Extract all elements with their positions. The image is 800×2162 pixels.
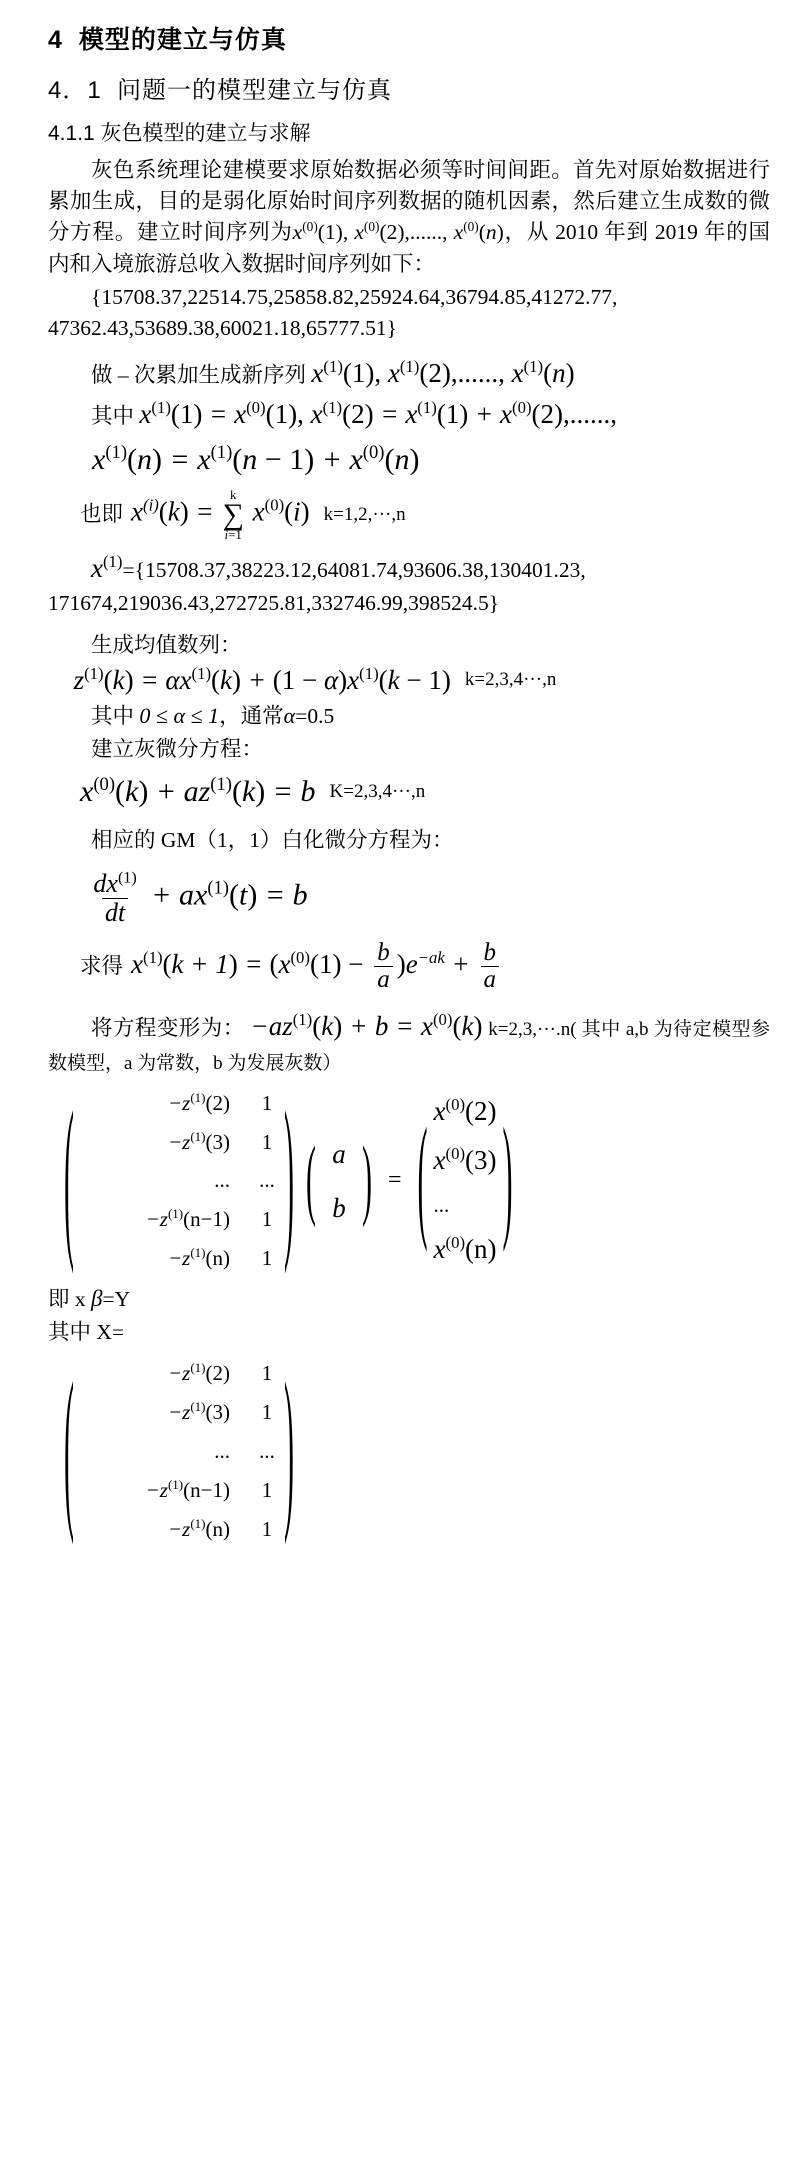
matrix-row: ... ...: [214, 1168, 275, 1193]
equals-sign: =: [388, 1167, 402, 1194]
label-accumulation: 做 – 次累加生成新序列: [91, 363, 307, 388]
label-where-X: 其中 X=: [48, 1320, 125, 1345]
equation-summation: 也即 $x^{(i)}(k)$ = k ∑ i=1 $x^{(0)}(i)$ k=1,2,···,n: [80, 487, 406, 543]
left-paren: (: [64, 1078, 74, 1277]
x1-values-text-1: ={15708.37,38223.12,64081.74,93606.38,130401.23,: [122, 558, 586, 583]
equation-mean-sequence: $z^{(1)}(k) = \alpha x^{(1)}(k) + (1 - \alpha)x^{(1)}(k - 1)$ k=2,3,4···,n: [73, 663, 557, 695]
subsection-title: 问题一的模型建立与仿真: [117, 77, 393, 104]
k-range-3: K=2,3,4···,n: [329, 781, 426, 803]
line-where-recursion: [48, 395, 770, 434]
k-range-4: k=2,3,···.n( 其中 a,b 为待定模型参数模型，a 为常数，b 为发展灰数）: [48, 1019, 770, 1074]
vector-row: ...: [433, 1193, 450, 1218]
matrix-X-1: [80, 1084, 278, 1278]
section-heading: [48, 20, 770, 56]
matrix-row: $-z^{(1)}(3)$ 1: [167, 1128, 273, 1154]
matrix-row: $-z^{(1)}(n)$ 1: [167, 1245, 273, 1271]
alpha-value: =0.5: [295, 703, 335, 728]
matrix-row: $-z^{(1)}(3)$ 1: [167, 1399, 273, 1425]
left-paren-2: (: [64, 1349, 74, 1548]
data-line-2: 47362.43,53689.38,60021.18,65777.51}: [48, 315, 397, 340]
vector-Y: [434, 1087, 497, 1276]
label-x-beta-eq: =Y: [102, 1286, 131, 1311]
subsubsection-heading: 4.1.1 灰色模型的建立与求解: [48, 122, 311, 145]
label-where-2: 其中: [91, 703, 135, 728]
label-solve: 求得: [80, 954, 124, 979]
inline-x0-sequence: $x^{(0)}(1)$, $x^{(0)}(2)$,......, $x^{(0)}(n)$: [292, 219, 504, 245]
subsection-number: 4．1: [48, 77, 102, 104]
right-paren-ab: ): [362, 1129, 372, 1229]
label-x-beta: 即 x: [48, 1286, 86, 1311]
vector-row: $x^{(0)}(3)$: [433, 1144, 497, 1176]
section-title: 模型的建立与仿真: [78, 26, 287, 54]
line-x1-values-2: 171674,219036.43,272725.81,332746.99,398524.5}: [48, 591, 500, 616]
subsection-heading: [48, 70, 770, 105]
left-paren-rhs: (: [417, 1102, 428, 1255]
label-transform: 将方程变形为：: [91, 1016, 245, 1041]
k-range-1: k=1,2,···,n: [323, 503, 406, 525]
line-x-beta: 即 x β=Y: [48, 1285, 131, 1311]
equation-solution: 求得 $x^{(1)}(k + 1) = (x^{(0)}(1)$ − $\frac{b}{a}$ )$e^{-ak}$ + $\frac{b}{a}$: [48, 940, 770, 994]
right-paren: ): [284, 1078, 294, 1277]
matrix-row: $-z^{(1)}(2)$ 1: [167, 1360, 273, 1386]
equation-grey-differential: $x^{(0)}(k) + az^{(1)}(k) = b$ K=2,3,4···,n: [80, 774, 426, 809]
k-range-2: k=2,3,4···,n: [464, 669, 557, 691]
inline-recursion-start: $x^{(1)}(1) = x^{(0)}(1)$, $x^{(1)}(2) = x^{(1)}(1) + x^{(0)}(2)$,......,: [139, 398, 618, 430]
line-transform: [48, 1007, 770, 1077]
equation-whitening-ode: $\frac{dx^{(1)}}{dt}$ + $ax^{(1)}(t) = b$: [93, 869, 308, 927]
vector-ab: [322, 1127, 356, 1235]
inline-x1-sequence: $x^{(1)}(1)$, $x^{(1)}(2)$,......, $x^{(1)}(n)$: [311, 357, 575, 389]
matrix-X-2: [80, 1354, 278, 1548]
matrix-row: $-z^{(1)}(n-1)$ 1: [145, 1476, 273, 1502]
matrix-row: $-z^{(1)}(2)$ 1: [167, 1089, 273, 1115]
section-number: 4: [48, 26, 63, 54]
inline-transformed-equation: $-az^{(1)}(k) + b = x^{(0)}(k)$: [250, 1010, 483, 1042]
vector-row: $x^{(0)}(2)$: [433, 1094, 497, 1126]
paragraph-grey-theory-text: 灰色系统理论建模要求原始数据必须等时间间距。首先对原始数据进行累加生成，目的是弱化原始时间序列数据的随机因素，然后建立生成数的微分方程。建立时间序列为: [48, 158, 770, 245]
vector-row: a: [332, 1138, 346, 1169]
line-accumulation: [48, 354, 770, 393]
paragraph-grey-theory-tail: ，从 2010 年到 2019 年的国内和入境旅游总收入数据时间序列如下：: [48, 220, 770, 276]
matrix-row: ... ...: [214, 1439, 275, 1464]
line-x1-values-1: $x^{(1)}=\{15708.37,38223.12,64081.74,93606.38,130401.23$,: [91, 552, 586, 584]
matrix-equation: [48, 1078, 770, 1278]
matrix-row: $-z^{(1)}(n)$ 1: [167, 1515, 273, 1541]
label-gm-whitening: 相应的 GM（1，1）白化微分方程为：: [91, 828, 454, 853]
paragraph-grey-theory: [48, 155, 770, 280]
label-grey-differential: 建立灰微分方程：: [91, 736, 264, 761]
label-alpha-usual: ，通常: [219, 703, 284, 728]
label-also: 也即: [80, 502, 124, 527]
vector-row: b: [332, 1192, 346, 1223]
left-paren-ab: (: [306, 1129, 316, 1229]
equation-recursion: $x^{(1)}(n) = x^{(1)}(n - 1) + x^{(0)}(n)$: [92, 442, 420, 477]
right-paren-2: ): [284, 1349, 294, 1548]
line-alpha-condition: 其中 0 ≤ α ≤ 1，通常α=0.5: [91, 702, 335, 728]
right-paren-rhs: ): [502, 1102, 513, 1255]
label-mean-sequence: 生成均值数列：: [91, 632, 242, 657]
matrix-X-definition: [48, 1349, 770, 1548]
matrix-row: $-z^{(1)}(n-1)$ 1: [145, 1206, 273, 1232]
data-line-1: {15708.37,22514.75,25858.82,25924.64,36794.85,41272.77,: [91, 284, 618, 309]
vector-row: $x^{(0)}(n)$: [433, 1233, 497, 1265]
label-where-1: 其中: [91, 404, 135, 429]
summation-symbol: k ∑ i=1: [222, 487, 244, 543]
